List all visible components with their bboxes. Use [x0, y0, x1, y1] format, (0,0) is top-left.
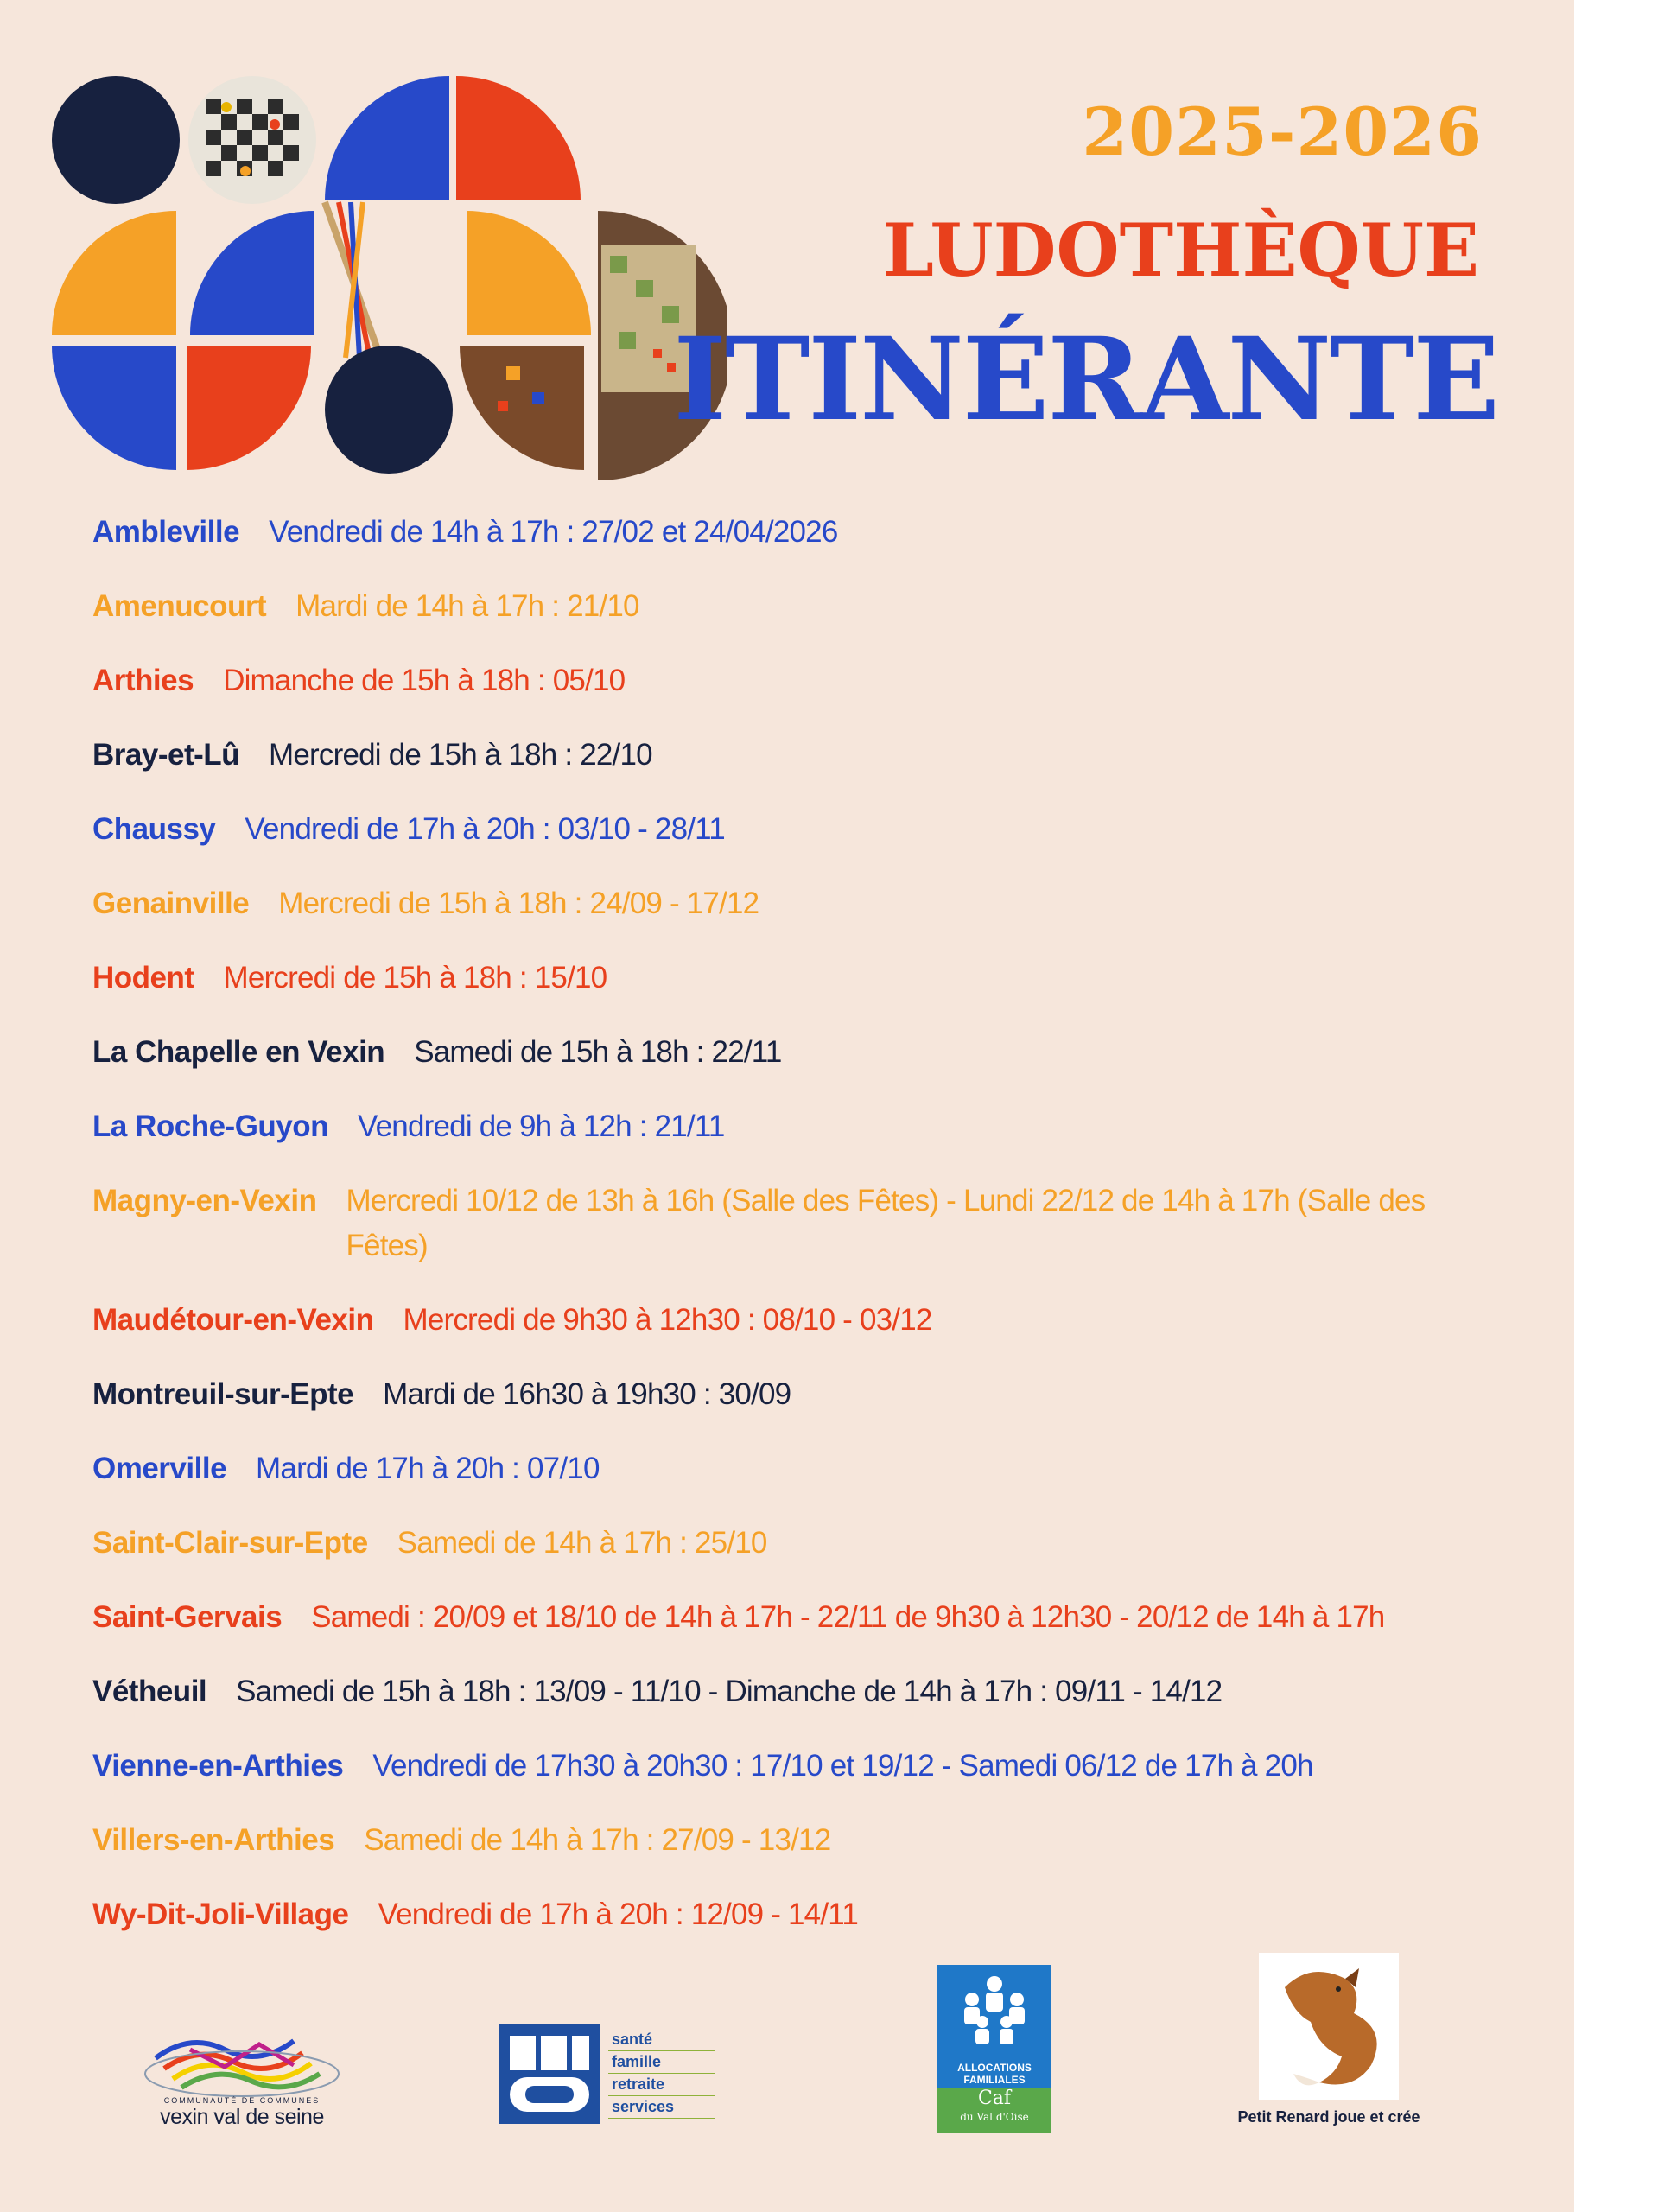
partner-logos	[0, 1953, 1574, 2177]
caf-family-icon	[937, 1965, 1051, 2063]
title-ludotheque: LUDOTHÈQUE	[882, 207, 1479, 293]
session-info: Vendredi de 17h30 à 20h30 : 17/10 et 19/12 - Samedi 06/12 de 17h à 20h	[372, 1749, 1313, 1783]
session-info: Mardi de 17h à 20h : 07/10	[256, 1452, 600, 1485]
msa-line: famille	[608, 2051, 715, 2074]
session-info: Vendredi de 9h à 12h : 21/11	[358, 1109, 725, 1143]
session-info: Samedi de 14h à 17h : 25/10	[397, 1526, 767, 1560]
session-info: Mercredi de 15h à 18h : 15/10	[223, 961, 607, 995]
session-info: Samedi : 20/09 et 18/10 de 14h à 17h - 22/11 de 9h30 à 12h30 - 20/12 de 14h à 17h	[311, 1600, 1385, 1634]
chess-board-photo-icon	[188, 76, 316, 204]
town-name: Ambleville	[92, 515, 240, 549]
town-name: Vienne-en-Arthies	[92, 1749, 344, 1783]
town-name: Maudétour-en-Vexin	[92, 1303, 374, 1337]
session-info: Vendredi de 14h à 17h : 27/02 et 24/04/2026	[269, 515, 838, 549]
msa-line: services	[608, 2096, 715, 2119]
schedule-row	[92, 584, 1475, 629]
schedule-row	[92, 1818, 1475, 1863]
navy-circle-bottom	[325, 346, 453, 474]
red-quarter-shape	[456, 76, 581, 200]
town-name: Montreuil-sur-Epte	[92, 1377, 354, 1411]
navy-circle	[52, 76, 180, 204]
schedule-row	[92, 1521, 1475, 1566]
caf-department: du Val d'Oise	[960, 2111, 1029, 2123]
orange-half-shape	[52, 211, 176, 335]
town-name: La Chapelle en Vexin	[92, 1035, 385, 1069]
town-name: Saint-Clair-sur-Epte	[92, 1526, 368, 1560]
blue-quarter-bottom-shape	[52, 346, 176, 470]
msa-line: retraite	[608, 2074, 715, 2096]
town-name: Chaussy	[92, 812, 216, 846]
town-name: Omerville	[92, 1452, 227, 1485]
town-name: Amenucourt	[92, 589, 267, 623]
town-name: La Roche-Guyon	[92, 1109, 329, 1143]
schedule-row	[92, 1104, 1475, 1149]
schedule-row	[92, 881, 1475, 926]
caf-sub-line1: ALLOCATIONS	[957, 2062, 1032, 2074]
schedule-row	[92, 733, 1475, 778]
town-name: Magny-en-Vexin	[92, 1184, 317, 1217]
town-name: Arthies	[92, 664, 194, 697]
season-year: 2025-2026	[1082, 93, 1483, 170]
schedule-row	[92, 1030, 1475, 1075]
schedule-list	[92, 510, 1475, 1967]
schedule-row	[92, 807, 1475, 852]
dice-photo-icon	[460, 346, 584, 470]
session-info: Mercredi de 9h30 à 12h30 : 08/10 - 03/12	[403, 1303, 932, 1337]
session-info: Vendredi de 17h à 20h : 12/09 - 14/11	[378, 1897, 858, 1931]
msa-logo	[499, 2024, 724, 2124]
session-info: Mercredi 10/12 de 13h à 16h (Salle des Fêtes) - Lundi 22/12 de 14h à 17h (Salle des Fêtes)	[346, 1184, 1426, 1262]
schedule-row	[92, 510, 1475, 555]
schedule-row	[92, 1892, 1475, 1937]
town-name: Wy-Dit-Joli-Village	[92, 1897, 349, 1931]
header-graphic	[48, 73, 727, 480]
schedule-row	[92, 1744, 1475, 1789]
pencils-photo-icon	[316, 202, 384, 366]
schedule-row	[92, 1298, 1475, 1343]
petit-renard-label: Petit Renard joue et crée	[1237, 2108, 1420, 2126]
schedule-row	[92, 1446, 1475, 1491]
town-name: Hodent	[92, 961, 194, 995]
schedule-row	[92, 956, 1475, 1001]
cc-name: vexin val de seine	[160, 2105, 324, 2129]
title-itinerante: ITINÉRANTE	[673, 313, 1498, 447]
town-name: Bray-et-Lû	[92, 738, 240, 772]
cc-label: COMMUNAUTÉ DE COMMUNES	[163, 2096, 321, 2105]
schedule-row	[92, 658, 1475, 703]
schedule-row	[92, 1595, 1475, 1640]
town-name: Genainville	[92, 887, 250, 920]
caf-bottom-band	[937, 2088, 1051, 2133]
session-info: Mardi de 14h à 17h : 21/10	[295, 589, 639, 623]
town-name: Villers-en-Arthies	[92, 1823, 335, 1857]
caf-name: Caf	[977, 2088, 1012, 2109]
caf-sub-line2: FAMILIALES	[963, 2074, 1026, 2086]
schedule-row	[92, 1372, 1475, 1417]
session-info: Samedi de 14h à 17h : 27/09 - 13/12	[364, 1823, 831, 1857]
fox-logo-icon	[1259, 1953, 1399, 2100]
caf-logo	[937, 1965, 1051, 2133]
town-name: Saint-Gervais	[92, 1600, 283, 1634]
schedule-row	[92, 1179, 1475, 1268]
session-info: Samedi de 15h à 18h : 22/11	[414, 1035, 782, 1069]
session-info: Vendredi de 17h à 20h : 03/10 - 28/11	[245, 812, 725, 846]
msa-lines	[608, 2029, 715, 2119]
session-info: Samedi de 15h à 18h : 13/09 - 11/10 - Dimanche de 14h à 17h : 09/11 - 14/12	[236, 1675, 1223, 1708]
session-info: Mercredi de 15h à 18h : 22/10	[269, 738, 652, 772]
session-info: Dimanche de 15h à 18h : 05/10	[223, 664, 626, 697]
session-info: Mardi de 16h30 à 19h30 : 30/09	[383, 1377, 791, 1411]
caf-subtitle	[937, 2062, 1051, 2086]
town-name: Vétheuil	[92, 1675, 207, 1708]
session-info: Mercredi de 15h à 18h : 24/09 - 17/12	[278, 887, 759, 920]
vexin-val-de-seine-logo-icon	[138, 2024, 346, 2101]
red-quarter-bottom-shape	[187, 346, 311, 470]
msa-mark-icon	[499, 2024, 600, 2124]
schedule-row	[92, 1669, 1475, 1714]
msa-line: santé	[608, 2029, 715, 2051]
